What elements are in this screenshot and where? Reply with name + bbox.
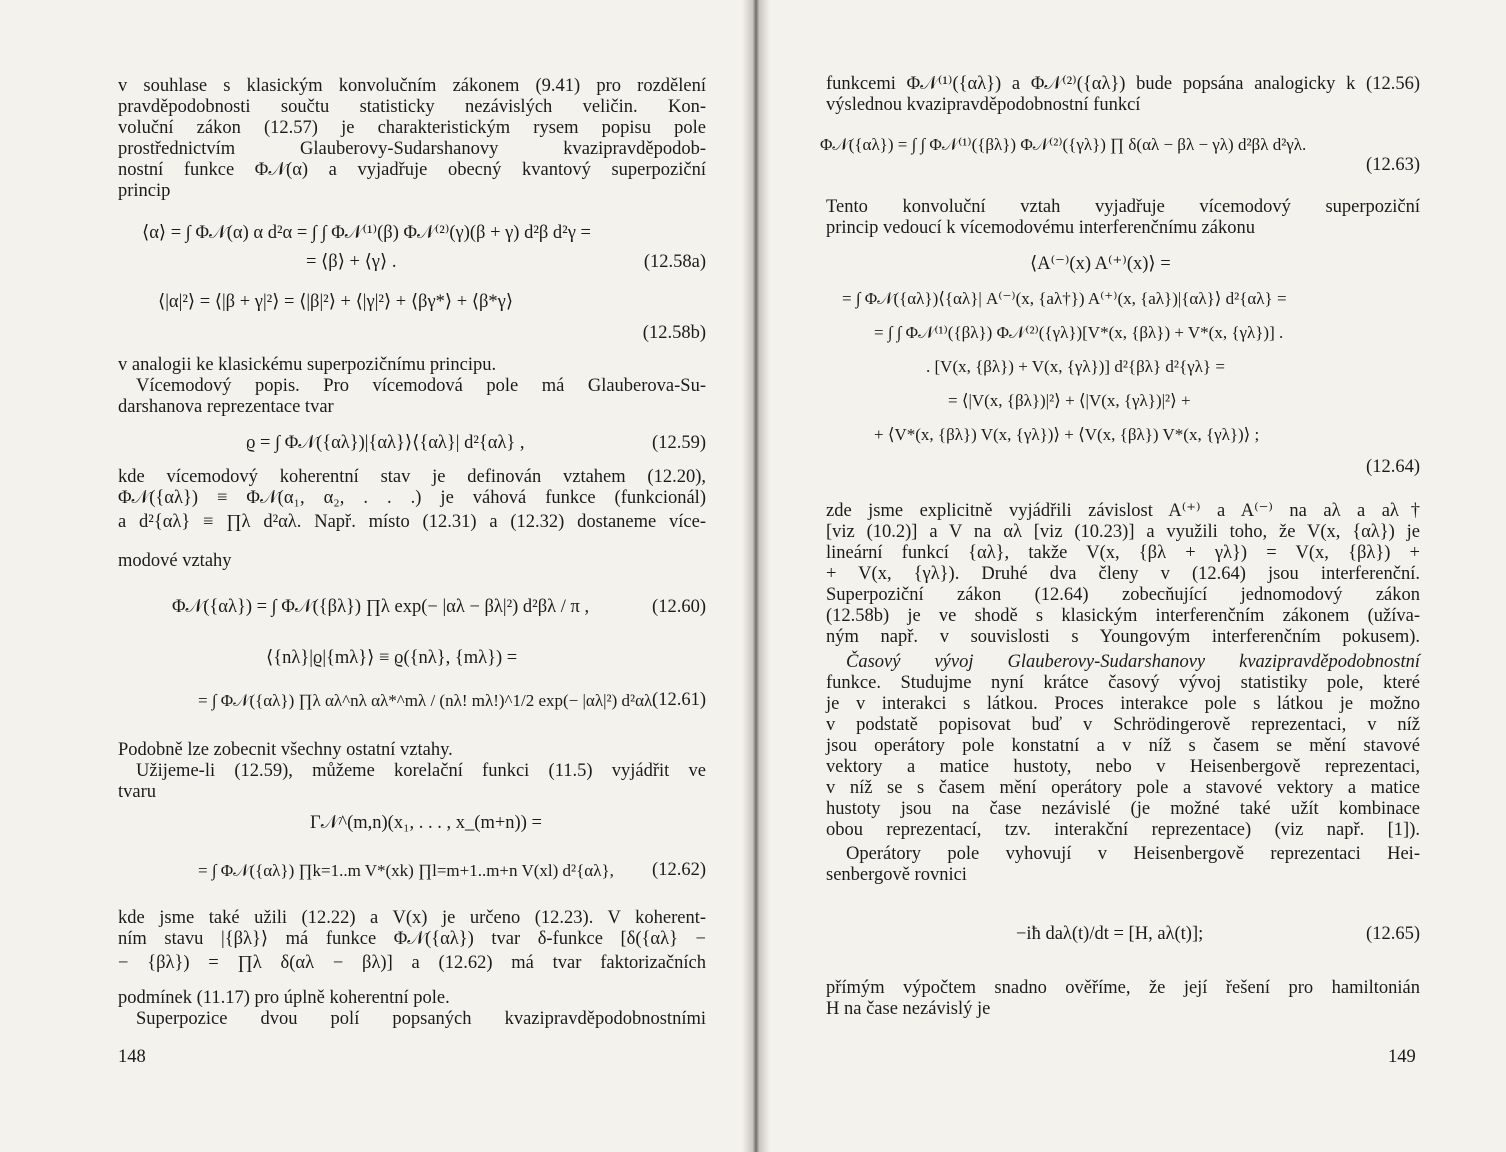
text-line: v podstatě popisovat buď v Schrödingerově reprezentaci, v níž: [826, 715, 1420, 735]
equation-number: (12.59): [652, 433, 706, 453]
text-line: Operátory pole vyhovují v Heisenbergově reprezentaci Hei-: [846, 844, 1420, 864]
text-line: lineární funkcí {αλ}, takže V(x, {βλ + γλ}) = V(x, {βλ}) +: [826, 543, 1420, 563]
text-line-italic: Časový vývoj Glauberovy-Sudarshanovy kvazipravděpodobnostní: [846, 652, 1420, 672]
equation-12-58a-line2: = ⟨β⟩ + ⟨γ⟩ .: [306, 252, 397, 272]
text-line: Superpoziční zákon (12.64) zobecňující jednomodový zákon: [826, 585, 1420, 605]
equation-12-58b: ⟨|α|²⟩ = ⟨|β + γ|²⟩ = ⟨|β|²⟩ + ⟨|γ|²⟩ + ⟨βγ*⟩ + ⟨β*γ⟩: [158, 292, 514, 312]
text-line: princip: [118, 181, 171, 201]
equation-number: (12.61): [652, 690, 706, 710]
text-line: tvaru: [118, 782, 157, 802]
text-line: v analogii ke klasickému superpozičnímu principu.: [118, 355, 497, 375]
text-line: Užijeme-li (12.59), můžeme korelační funkci (11.5) vyjádřit ve: [136, 761, 706, 781]
text-line: přímým výpočtem snadno ověříme, že její řešení pro hamiltonián: [826, 978, 1420, 998]
text-line: princip vedoucí k vícemodovému interferenčnímu zákonu: [826, 218, 1255, 238]
text-line: (12.58b) je ve shodě s klasickým interferenčním zákonem (užíva-: [826, 606, 1420, 626]
text-line: + V(x, {γλ}). Druhé dva členy v (12.64) jsou interferenční.: [826, 564, 1420, 584]
text-line: v souhlase s klasickým konvolučním zákonem (9.41) pro rozdělení: [118, 76, 706, 96]
page-number-left: 148: [118, 1047, 146, 1067]
text-line: a d²{αλ} ≡ ∏λ d²αλ. Např. místo (12.31) a (12.32) dostaneme více-: [118, 512, 706, 532]
equation-number: (12.63): [1366, 155, 1420, 175]
text-line: modové vztahy: [118, 551, 232, 571]
text-line: výslednou kvazipravděpodobnostní funkcí: [826, 95, 1141, 115]
equation-12-64-line2: = ∫ Φ𝒩({αλ})⟨{αλ}| A⁽⁻⁾(x, {aλ†}) A⁽⁺⁾(x, {aλ})|{αλ}⟩ d²{αλ} =: [842, 289, 1287, 308]
equation-number: (12.62): [652, 860, 706, 880]
text-line: ným např. v souvislosti s Youngovým interferenčním pokusem).: [826, 627, 1420, 647]
equation-number: (12.60): [652, 597, 706, 617]
text-line: pravděpodobnosti součtu statisticky nezávislých veličin. Kon-: [118, 97, 706, 117]
equation-12-64-line1: ⟨A⁽⁻⁾(x) A⁽⁺⁾(x)⟩ =: [1030, 254, 1171, 274]
equation-12-60: Φ𝒩({αλ}) = ∫ Φ𝒩({βλ}) ∏λ exp(− |αλ − βλ|²) d²βλ / π ,: [172, 597, 590, 617]
text-line: Tento konvoluční vztah vyjadřuje vícemodový superpoziční: [826, 197, 1420, 217]
text-line: v níž se s časem mění operátory pole a stavové vektory a matice: [826, 778, 1420, 798]
text-line: darshanova reprezentace tvar: [118, 397, 334, 417]
equation-12-58a-line1: ⟨α⟩ = ∫ Φ𝒩(α) α d²α = ∫ ∫ Φ𝒩⁽¹⁾(β) Φ𝒩⁽²⁾(γ)(β + γ) d²β d²γ =: [142, 223, 591, 243]
equation-12-64-line6: + ⟨V*(x, {βλ}) V(x, {γλ})⟩ + ⟨V(x, {βλ}) V*(x, {γλ})⟩ ;: [874, 425, 1260, 444]
equation-12-62-line2: = ∫ Φ𝒩({αλ}) ∏k=1..m V*(xk) ∏l=m+1..m+n V(xl) d²{αλ},: [198, 861, 614, 880]
text-line: je v interakci s látkou. Proces interakce pole s látkou je možno: [826, 694, 1420, 714]
equation-12-63: Φ𝒩({αλ}) = ∫ ∫ Φ𝒩⁽¹⁾({βλ}) Φ𝒩⁽²⁾({γλ}) ∏ δ(αλ − βλ − γλ) d²βλ d²γλ.: [820, 135, 1307, 154]
text-line: Φ𝒩({αλ}) ≡ Φ𝒩(α₁, α₂, . . .) je váhová funkce (funkcionál): [118, 488, 706, 508]
text-line: senbergově rovnici: [826, 865, 967, 885]
text-line: jsou operátory pole konstatní a v níž s časem se mění stavové: [826, 736, 1420, 756]
text-line: podmínek (11.17) pro úplně koherentní pole.: [118, 988, 450, 1008]
page-number-right: 149: [1388, 1047, 1416, 1067]
equation-12-65: −iħ daλ(t)/dt = [H, aλ(t)];: [1016, 924, 1204, 944]
equation-number: (12.65): [1366, 924, 1420, 944]
text-line-italic-lead: Vícemodový popis. Pro vícemodová pole má Glauberova-Su-: [136, 376, 706, 396]
equation-number: (12.58a): [643, 252, 706, 272]
text-line: kde jsme také užili (12.22) a V(x) je určeno (12.23). V koherent-: [118, 908, 706, 928]
text-line: nostní funkce Φ𝒩(α) a vyjadřuje obecný kvantový superpoziční: [118, 160, 706, 180]
text-line: − {βλ}) = ∏λ δ(αλ − βλ)] a (12.62) má tvar faktorizačních: [118, 953, 706, 973]
book-gutter: [742, 0, 770, 1152]
text-line: [viz (10.2)] a V na αλ [viz (10.23)] a využili toho, že V(x, {αλ}) je: [826, 522, 1420, 542]
text-line: obou reprezentací, tzv. interakční reprezentace) (viz např. [1]).: [826, 820, 1420, 840]
text-line: voluční zákon (12.57) je charakteristickým rysem popisu pole: [118, 118, 706, 138]
equation-12-59: ϱ = ∫ Φ𝒩({αλ})|{αλ}⟩⟨{αλ}| d²{αλ} ,: [246, 433, 525, 453]
equation-12-64-line3: = ∫ ∫ Φ𝒩⁽¹⁾({βλ}) Φ𝒩⁽²⁾({γλ})[V*(x, {βλ}) + V*(x, {γλ})] .: [874, 323, 1284, 342]
equation-12-62-line1: Γ𝒩^(m,n)(x₁, . . . , x_(m+n)) =: [310, 813, 542, 833]
text-line: vektory a matice hustoty, nebo v Heisenbergově reprezentaci,: [826, 757, 1420, 777]
text-line: zde jsme explicitně vyjádřili závislost A⁽⁺⁾ a A⁽⁻⁾ na aλ a aλ†: [826, 501, 1420, 521]
text-line: ním stavu |{βλ}⟩ má funkce Φ𝒩({αλ}) tvar δ-funkce [δ({αλ} −: [118, 929, 706, 949]
text-line: prostřednictvím Glauberovy-Sudarshanovy kvazipravděpodob-: [118, 139, 706, 159]
text-line: Podobně lze zobecnit všechny ostatní vztahy.: [118, 740, 453, 760]
text-line: hustoty jsou na čase nezávislé (je možné také užít kombinace: [826, 799, 1420, 819]
text-line: H na čase nezávislý je: [826, 999, 991, 1019]
text-line: funkce. Studujme nyní krátce časový vývoj statistiky pole, které: [826, 673, 1420, 693]
text-line: Superpozice dvou polí popsaných kvazipravděpodobnostními: [136, 1009, 706, 1029]
equation-12-64-line5: = ⟨|V(x, {βλ})|²⟩ + ⟨|V(x, {γλ})|²⟩ +: [948, 391, 1191, 410]
equation-number: (12.58b): [642, 323, 706, 343]
equation-12-64-line4: . [V(x, {βλ}) + V(x, {γλ})] d²{βλ} d²{γλ} =: [926, 357, 1225, 376]
text-line: funkcemi Φ𝒩⁽¹⁾({αλ}) a Φ𝒩⁽²⁾({αλ}) bude popsána analogicky k (12.56): [826, 74, 1420, 94]
text-line: kde vícemodový koherentní stav je definován vztahem (12.20),: [118, 467, 706, 487]
equation-number: (12.64): [1366, 457, 1420, 477]
equation-12-61-line2: = ∫ Φ𝒩({αλ}) ∏λ αλ^nλ αλ*^mλ / (nλ! mλ!)^1/2 exp(− |αλ|²) d²αλ.: [198, 691, 657, 710]
equation-12-61-line1: ⟨{nλ}|ϱ|{mλ}⟩ ≡ ϱ({nλ}, {mλ}) =: [266, 648, 518, 668]
